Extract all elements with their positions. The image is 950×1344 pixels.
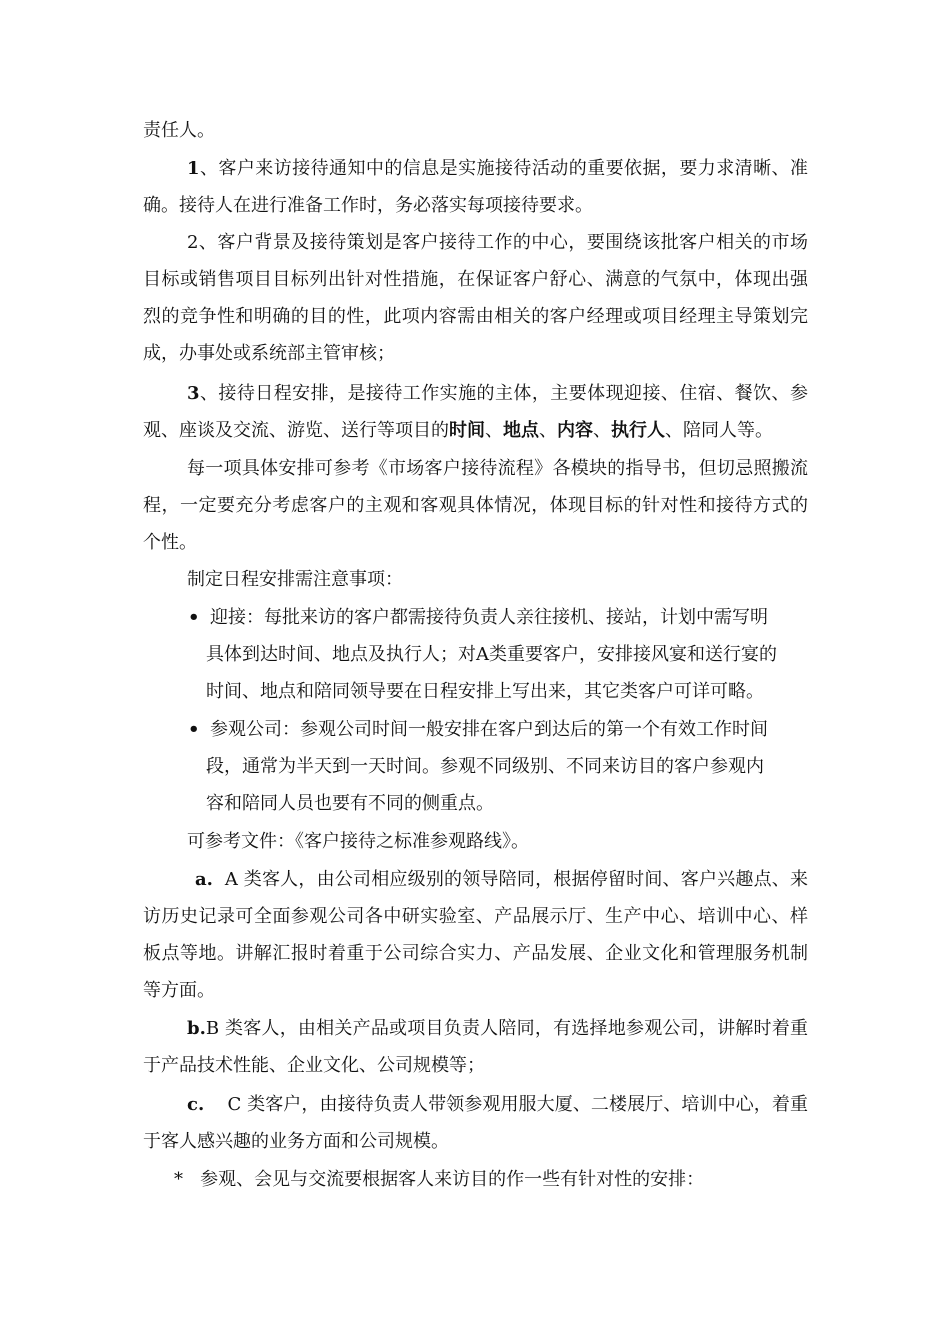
text: 、客户来访接待通知中的信息是实施接待活动的重要依据，要力求清晰、准确。接待人在进行准备工作时，务必落实每项接待要求。 — [143, 158, 808, 216]
bullet-line: 迎接：每批来访的客户都需接待负责人亲往接机、接站，计划中需写明 — [210, 607, 768, 628]
paragraph-6 — [143, 823, 808, 860]
separator: 、 — [593, 420, 611, 441]
paragraph-a — [143, 861, 808, 1009]
bullet-item-visit — [188, 711, 808, 822]
text: 责任人。 — [143, 120, 215, 141]
text: C 类客户，由接待负责人带领参观用服大厦、二楼展厅、培训中心，着重于客人感兴趣的业务方面和公司规模。 — [143, 1094, 808, 1152]
bullet-line: 容和陪同人员也要有不同的侧重点。 — [206, 793, 494, 814]
keyword-executor: 执行人 — [611, 420, 665, 441]
text: 制定日程安排需注意事项： — [187, 569, 403, 590]
bullet-line: 参观公司：参观公司时间一般安排在客户到达后的第一个有效工作时间 — [210, 719, 768, 740]
bullet-line: 段，通常为半天到一天时间。参观不同级别、不同来访目的客户参观内 — [206, 756, 764, 777]
paragraph-3 — [143, 375, 808, 449]
bullet-icon: • — [188, 719, 200, 740]
text: 、陪同人等。 — [665, 420, 773, 441]
bullet-icon: • — [188, 607, 200, 628]
text: 、接待日程安排，是接待工作实施的主体，主要体现迎接、住宿、餐饮、参观、座谈及交流、游览、送行等项目的 — [143, 383, 808, 441]
text: A 类客人，由公司相应级别的领导陪同，根据停留时间、客户兴趣点、来访历史记录可全面参观公司各中研实验室、产品展示厅、生产中心、培训中心、样板点等地。讲解汇报时着重于公司综合实力、产品发展、企业文化和管理服务机制等方面。 — [143, 869, 809, 1001]
text: 参观、会见与交流要根据客人来访目的作一些有针对性的安排： — [200, 1169, 705, 1190]
keyword-content: 内容 — [557, 420, 593, 441]
asterisk-icon: * — [174, 1169, 183, 1190]
bullet-text — [188, 711, 808, 822]
paragraph-4 — [143, 450, 808, 561]
item-label: c. — [187, 1094, 205, 1115]
text: 可参考文件：《客户接待之标准参观路线》。 — [187, 831, 529, 852]
separator: 、 — [485, 420, 503, 441]
paragraph-1 — [143, 150, 808, 224]
bullet-item-welcome — [188, 599, 808, 710]
keyword-time: 时间 — [449, 420, 485, 441]
keyword-place: 地点 — [503, 420, 539, 441]
paragraph-note — [174, 1161, 704, 1198]
bullet-text — [188, 599, 808, 710]
text: 2、客户背景及接待策划是客户接待工作的中心，要围绕该批客户相关的市场目标或销售项目目标列出针对性措施，在保证客户舒心、满意的气氛中，体现出强烈的竞争性和明确的目的性，此项内容需由相关的客户经理或项目经理主导策划完成，办事处或系统部主管审核； — [143, 232, 808, 364]
bullet-line: 具体到达时间、地点及执行人；对A类重要客户，安排接风宴和送行宴的 — [206, 644, 777, 665]
paragraph-b — [143, 1010, 808, 1084]
separator: 、 — [539, 420, 557, 441]
bullet-line: 时间、地点和陪同领导要在日程安排上写出来，其它类客户可详可略。 — [206, 681, 764, 702]
paragraph-2 — [143, 224, 808, 372]
text: 每一项具体安排可参考《市场客户接待流程》各模块的指导书，但切忌照搬流程，一定要充分考虑客户的主观和客观具体情况，体现目标的针对性和接待方式的个性。 — [143, 458, 808, 553]
item-label: b. — [187, 1018, 206, 1039]
item-label: a. — [195, 869, 213, 890]
item-number: 1 — [187, 158, 200, 179]
paragraph-c — [143, 1086, 808, 1160]
text: B 类客人，由相关产品或项目负责人陪同，有选择地参观公司，讲解时着重于产品技术性能、企业文化、公司规模等； — [143, 1018, 808, 1076]
item-number: 3 — [187, 383, 200, 404]
paragraph-5 — [143, 561, 808, 598]
paragraph-responsible — [143, 112, 808, 149]
